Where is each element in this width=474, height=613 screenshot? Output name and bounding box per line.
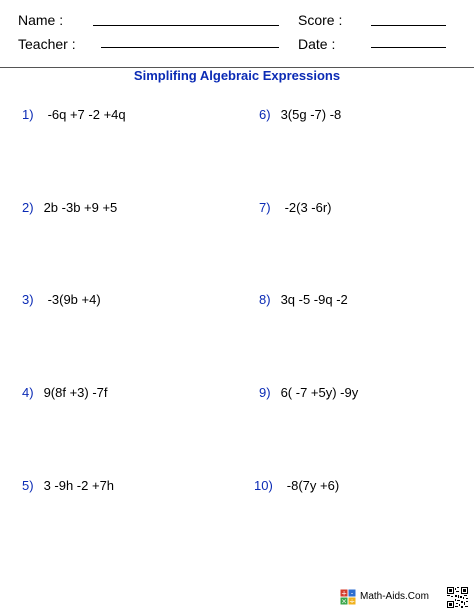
calculator-icon bbox=[340, 589, 356, 605]
problem-number: 6) bbox=[259, 107, 271, 122]
problem-4 bbox=[22, 385, 108, 401]
teacher-blank-line bbox=[101, 47, 279, 48]
qr-code-icon bbox=[447, 587, 468, 608]
math-aids-logo bbox=[340, 588, 429, 606]
svg-text:÷: ÷ bbox=[349, 597, 355, 605]
problem-expression: -2(3 -6r) bbox=[284, 200, 332, 215]
problem-expression: 6( -7 +5y) -9y bbox=[280, 385, 359, 400]
problem-2 bbox=[22, 200, 117, 216]
problem-expression: -6q +7 -2 +4q bbox=[47, 107, 126, 122]
problem-1 bbox=[22, 107, 126, 123]
problem-8 bbox=[259, 292, 348, 308]
logo-text: Math-Aids.Com bbox=[360, 591, 429, 602]
problem-expression: 3(5g -7) -8 bbox=[280, 107, 342, 122]
svg-text:×: × bbox=[341, 597, 347, 605]
problem-number: 5) bbox=[22, 478, 34, 493]
problem-number: 8) bbox=[259, 292, 271, 307]
problem-expression: 9(8f +3) -7f bbox=[43, 385, 108, 400]
problem-3 bbox=[22, 292, 101, 308]
problem-9 bbox=[259, 385, 358, 401]
problem-number: 9) bbox=[259, 385, 271, 400]
problem-10 bbox=[254, 478, 339, 494]
problem-number: 4) bbox=[22, 385, 34, 400]
score-label: Score : bbox=[298, 12, 343, 28]
problem-5 bbox=[22, 478, 114, 494]
problem-expression: 3q -5 -9q -2 bbox=[280, 292, 348, 307]
svg-text:-: - bbox=[350, 589, 354, 598]
problem-6 bbox=[259, 107, 341, 123]
problem-expression: -8(7y +6) bbox=[286, 478, 340, 493]
date-label: Date : bbox=[298, 36, 336, 52]
problem-number: 3) bbox=[22, 292, 34, 307]
problem-number: 1) bbox=[22, 107, 34, 122]
problem-expression: -3(9b +4) bbox=[47, 292, 101, 307]
worksheet-title: Simplifing Algebraic Expressions bbox=[133, 68, 341, 83]
problem-expression: 3 -9h -2 +7h bbox=[43, 478, 115, 493]
problem-number: 10) bbox=[254, 478, 273, 493]
teacher-label: Teacher : bbox=[18, 36, 76, 52]
name-blank-line bbox=[93, 25, 279, 26]
problem-7 bbox=[259, 200, 332, 216]
problem-number: 2) bbox=[22, 200, 34, 215]
problem-number: 7) bbox=[259, 200, 271, 215]
svg-text:+: + bbox=[341, 589, 347, 598]
date-blank-line bbox=[371, 47, 446, 48]
problem-expression: 2b -3b +9 +5 bbox=[43, 200, 118, 215]
name-label: Name : bbox=[18, 12, 64, 28]
score-blank-line bbox=[371, 25, 446, 26]
